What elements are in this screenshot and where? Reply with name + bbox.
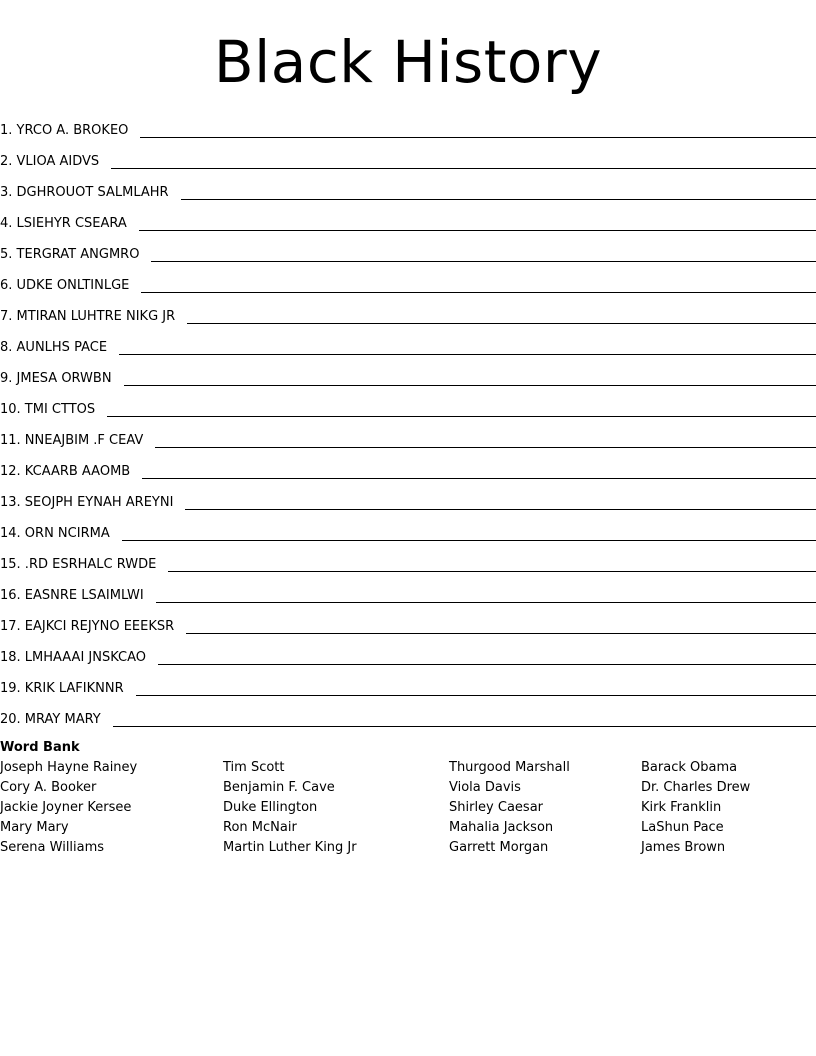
puzzle-row xyxy=(0,700,816,731)
puzzle-row xyxy=(0,173,816,204)
puzzle-row xyxy=(0,638,816,669)
word-bank-column xyxy=(641,758,750,858)
scrambled-word: 15. .RD ESRHALC RWDE xyxy=(0,557,157,572)
answer-line[interactable] xyxy=(141,291,816,293)
scrambled-word: 20. MRAY MARY xyxy=(0,712,101,727)
word-bank-grid xyxy=(0,758,816,868)
answer-line[interactable] xyxy=(158,663,816,665)
puzzle-row xyxy=(0,111,816,142)
scrambled-word: 17. EAJKCI REJYNO EEEKSR xyxy=(0,619,175,634)
word-bank-item: Serena Williams xyxy=(0,840,105,855)
word-bank-item: Kirk Franklin xyxy=(641,800,722,815)
puzzle-row xyxy=(0,266,816,297)
word-bank-item: Duke Ellington xyxy=(223,800,318,815)
scrambled-word: 18. LMHAAAI JNSKCAO xyxy=(0,650,147,665)
word-bank-column xyxy=(449,758,570,858)
answer-line[interactable] xyxy=(168,570,816,572)
answer-line[interactable] xyxy=(136,694,816,696)
answer-line[interactable] xyxy=(139,229,816,231)
word-bank-item: Garrett Morgan xyxy=(449,840,549,855)
word-bank-item: LaShun Pace xyxy=(641,820,724,835)
puzzle-row xyxy=(0,297,816,328)
answer-line[interactable] xyxy=(156,601,816,603)
answer-line[interactable] xyxy=(186,632,816,634)
answer-line[interactable] xyxy=(119,353,816,355)
puzzle-row xyxy=(0,607,816,638)
puzzle-row xyxy=(0,204,816,235)
scrambled-word: 8. AUNLHS PACE xyxy=(0,340,108,355)
scrambled-word: 6. UDKE ONLTINLGE xyxy=(0,278,130,293)
puzzle-row xyxy=(0,328,816,359)
puzzle-row xyxy=(0,669,816,700)
puzzle-row xyxy=(0,483,816,514)
answer-line[interactable] xyxy=(140,136,816,138)
answer-line[interactable] xyxy=(124,384,816,386)
puzzle-row xyxy=(0,421,816,452)
puzzle-row xyxy=(0,359,816,390)
worksheet-title: Black History xyxy=(213,28,603,96)
scrambled-word: 11. NNEAJBIM .F CEAV xyxy=(0,433,144,448)
puzzle-row xyxy=(0,576,816,607)
answer-line[interactable] xyxy=(155,446,816,448)
scrambled-word: 19. KRIK LAFIKNNR xyxy=(0,681,124,696)
puzzle-row xyxy=(0,235,816,266)
word-bank-item: Viola Davis xyxy=(449,780,521,795)
word-bank-heading: Word Bank xyxy=(0,740,80,755)
word-bank-column xyxy=(223,758,357,858)
scramble-list xyxy=(0,111,816,731)
scrambled-word: 1. YRCO A. BROKEO xyxy=(0,123,129,138)
scrambled-word: 7. MTIRAN LUHTRE NIKG JR xyxy=(0,309,176,324)
answer-line[interactable] xyxy=(185,508,816,510)
scrambled-word: 16. EASNRE LSAIMLWI xyxy=(0,588,144,603)
scrambled-word: 14. ORN NCIRMA xyxy=(0,526,110,541)
word-bank-item: Jackie Joyner Kersee xyxy=(0,800,132,815)
word-bank-item: Barack Obama xyxy=(641,760,738,775)
word-bank-item: Martin Luther King Jr xyxy=(223,840,357,855)
puzzle-row xyxy=(0,142,816,173)
word-bank-item: Mahalia Jackson xyxy=(449,820,554,835)
answer-line[interactable] xyxy=(113,725,816,727)
puzzle-row xyxy=(0,514,816,545)
scrambled-word: 4. LSIEHYR CSEARA xyxy=(0,216,127,231)
word-bank-item: Benjamin F. Cave xyxy=(223,780,335,795)
scrambled-word: 2. VLIOA AIDVS xyxy=(0,154,100,169)
word-bank-item: Cory A. Booker xyxy=(0,780,97,795)
answer-line[interactable] xyxy=(151,260,816,262)
word-bank-item: Ron McNair xyxy=(223,820,297,835)
word-bank-item: Dr. Charles Drew xyxy=(641,780,751,795)
scrambled-word: 3. DGHROUOT SALMLAHR xyxy=(0,185,169,200)
word-bank-column xyxy=(0,758,137,858)
scrambled-word: 5. TERGRAT ANGMRO xyxy=(0,247,140,262)
answer-line[interactable] xyxy=(107,415,816,417)
answer-line[interactable] xyxy=(122,539,816,541)
scrambled-word: 13. SEOJPH EYNAH AREYNI xyxy=(0,495,174,510)
answer-line[interactable] xyxy=(187,322,816,324)
answer-line[interactable] xyxy=(181,198,816,200)
word-bank-item: Tim Scott xyxy=(223,760,285,775)
scrambled-word: 10. TMI CTTOS xyxy=(0,402,96,417)
word-bank-item: Mary Mary xyxy=(0,820,69,835)
scrambled-word: 12. KCAARB AAOMB xyxy=(0,464,131,479)
answer-line[interactable] xyxy=(111,167,816,169)
puzzle-row xyxy=(0,452,816,483)
word-bank-item: James Brown xyxy=(641,840,726,855)
puzzle-row xyxy=(0,390,816,421)
word-bank xyxy=(0,738,816,868)
answer-line[interactable] xyxy=(142,477,816,479)
word-bank-item: Thurgood Marshall xyxy=(449,760,570,775)
puzzle-row xyxy=(0,545,816,576)
word-bank-item: Joseph Hayne Rainey xyxy=(0,760,138,775)
scrambled-word: 9. JMESA ORWBN xyxy=(0,371,112,386)
word-bank-item: Shirley Caesar xyxy=(449,800,544,815)
